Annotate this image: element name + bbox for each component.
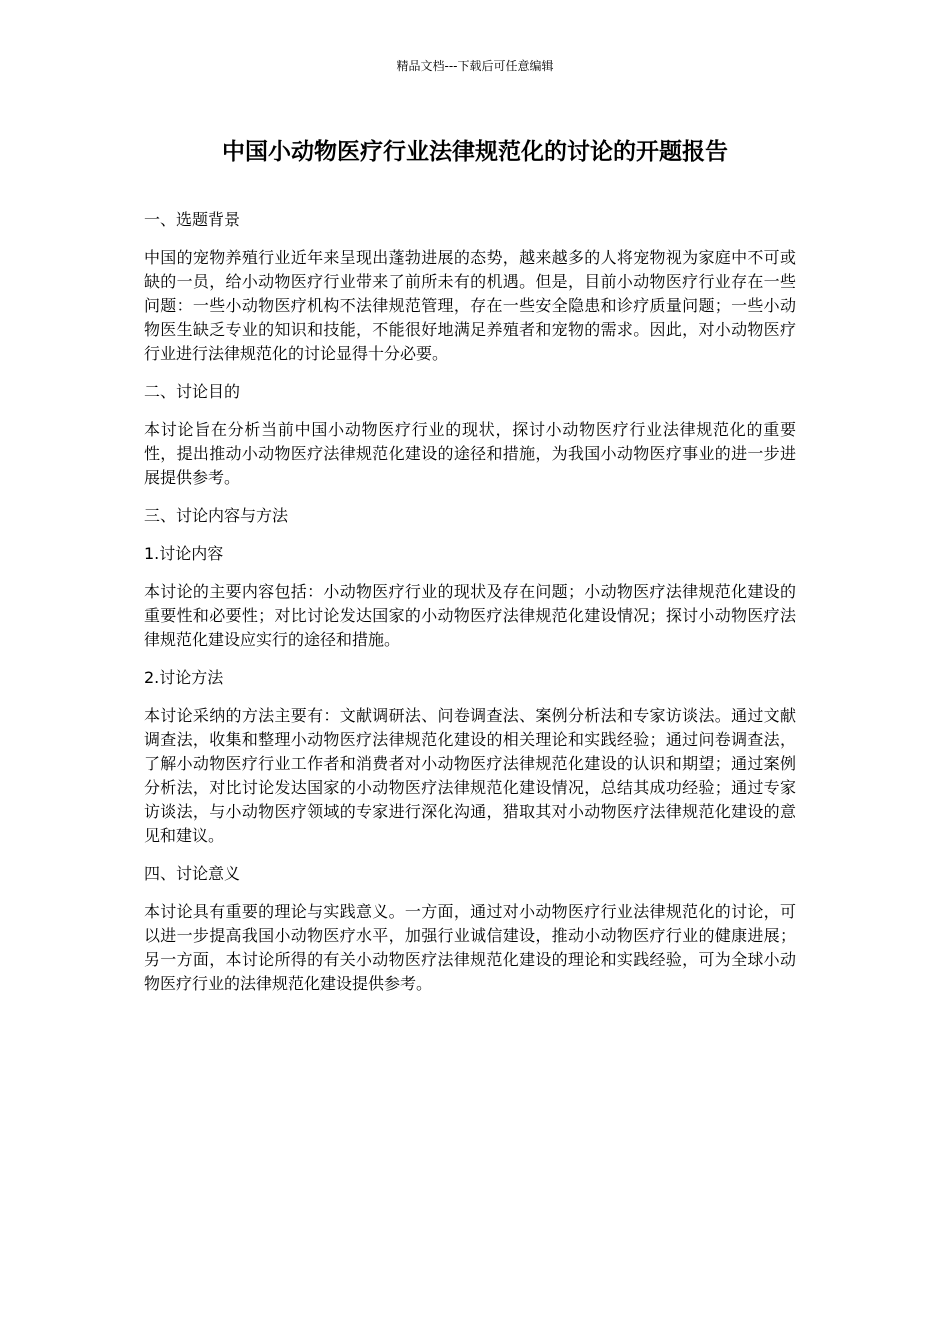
section-heading-content-method: 三、讨论内容与方法 (144, 506, 289, 525)
paragraph-background: 中国的宠物养殖行业近年来呈现出蓬勃进展的态势，越来越多的人将宠物视为家庭中不可或缺的一员，给小动物医疗行业带来了前所未有的机遇。但是，目前小动物医疗行业存在一些问题：一些小动物医疗机构不法律规范管理，存在一些安全隐患和诊疗质量问题；一些小动物医生缺乏专业的知识和技能，不能很好地满足养殖者和宠物的需求。因此，对小动物医疗行业进行法律规范化的讨论显得十分必要。 (144, 248, 796, 363)
section-heading-purpose: 二、讨论目的 (144, 382, 241, 401)
section-heading-significance: 四、讨论意义 (144, 864, 241, 883)
document-body (144, 208, 796, 1010)
paragraph-method: 本讨论采纳的方法主要有：文献调研法、问卷调查法、案例分析法和专家访谈法。通过文献调查法，收集和整理小动物医疗法律规范化建设的相关理论和实践经验；通过问卷调查法，了解小动物医疗行业工作者和消费者对小动物医疗法律规范化建设的认识和期望；通过案例分析法，对比讨论发达国家的小动物医疗法律规范化建设情况，总结其成功经验；通过专家访谈法，与小动物医疗领域的专家进行深化沟通，猎取其对小动物医疗法律规范化建设的意见和建议。 (144, 706, 796, 845)
subsection-heading-method: 2.讨论方法 (144, 668, 224, 687)
paragraph-purpose: 本讨论旨在分析当前中国小动物医疗行业的现状，探讨小动物医疗行业法律规范化的重要性，提出推动小动物医疗法律规范化建设的途径和措施，为我国小动物医疗事业的进一步进展提供参考。 (144, 420, 796, 487)
section-heading-background: 一、选题背景 (144, 210, 241, 229)
paragraph-significance: 本讨论具有重要的理论与实践意义。一方面，通过对小动物医疗行业法律规范化的讨论，可以进一步提高我国小动物医疗水平，加强行业诚信建设，推动小动物医疗行业的健康进展；另一方面，本讨论所得的有关小动物医疗法律规范化建设的理论和实践经验，可为全球小动物医疗行业的法律规范化建设提供参考。 (144, 902, 796, 993)
paragraph-content: 本讨论的主要内容包括：小动物医疗行业的现状及存在问题；小动物医疗法律规范化建设的重要性和必要性；对比讨论发达国家的小动物医疗法律规范化建设情况；探讨小动物医疗法律规范化建设应实行的途径和措施。 (144, 582, 796, 649)
document-title: 中国小动物医疗行业法律规范化的讨论的开题报告 (222, 139, 728, 165)
subsection-heading-content: 1.讨论内容 (144, 544, 224, 563)
page-header-note: 精品文档---下载后可任意编辑 (396, 59, 554, 73)
